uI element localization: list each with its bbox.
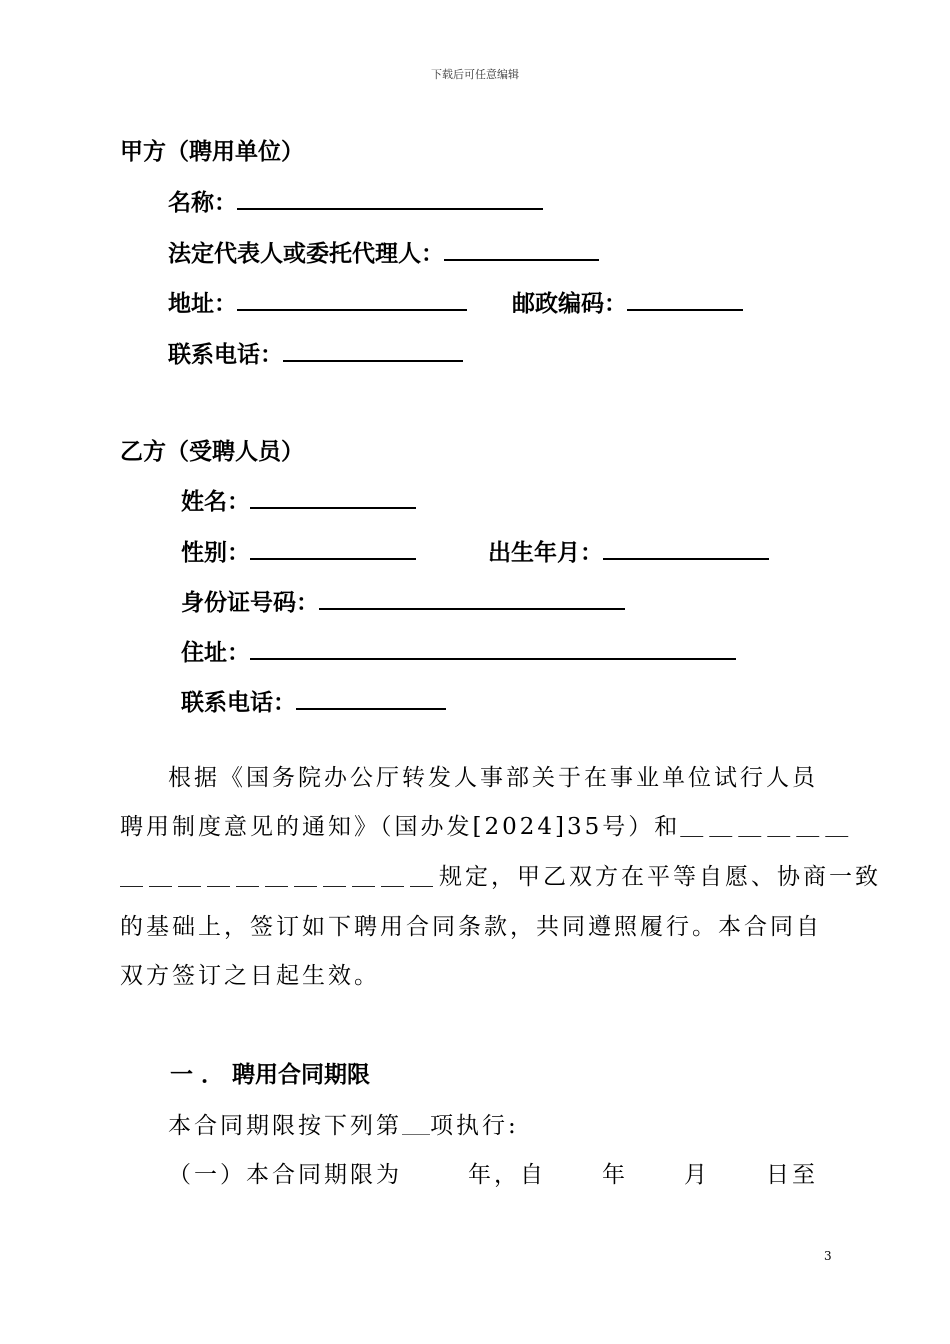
party-b-gender-field[interactable]	[250, 538, 416, 560]
paragraph-line-3	[120, 858, 881, 891]
start-year-text: 年	[602, 1162, 628, 1188]
party-b-id-field[interactable]	[319, 588, 625, 610]
party-b-address-label: 住址：	[181, 640, 250, 666]
party-a-phone-row	[168, 336, 463, 369]
party-b-gender-label: 性别：	[181, 540, 250, 566]
section-1-line-1	[168, 1107, 519, 1140]
party-b-gender-row	[181, 534, 416, 567]
paragraph-line-2	[120, 808, 854, 841]
party-a-postcode-label: 邮政编码：	[512, 291, 627, 317]
party-b-address-row	[181, 634, 736, 667]
party-b-id-row	[181, 584, 625, 617]
party-b-birth-field[interactable]	[603, 538, 769, 560]
party-b-address-field[interactable]	[250, 638, 736, 660]
party-a-address-label: 地址：	[168, 291, 237, 317]
paragraph-line-4: 的基础上，签订如下聘用合同条款，共同遵照履行。本合同自	[120, 914, 822, 940]
start-month-text: 月	[684, 1162, 710, 1188]
page-number: 3	[824, 1249, 832, 1263]
party-b-phone-field[interactable]	[296, 688, 446, 710]
party-a-postcode-row	[512, 285, 743, 318]
party-b-birth-label: 出生年月：	[488, 540, 603, 566]
section-1-line-2	[168, 1156, 818, 1189]
party-a-name-row	[168, 184, 543, 217]
party-b-phone-row	[181, 684, 446, 717]
section-1-line-1-end: 项执行:	[430, 1113, 519, 1139]
party-a-address-field[interactable]	[237, 289, 467, 311]
term-from-text: 年，自	[468, 1162, 546, 1188]
party-b-birth-row	[488, 534, 769, 567]
party-b-heading: 乙方（受聘人员）	[120, 439, 304, 465]
party-b-phone-label: 联系电话：	[181, 690, 296, 716]
party-a-name-label: 名称：	[168, 190, 237, 216]
party-a-phone-label: 联系电话：	[168, 342, 283, 368]
section-1-item-blank[interactable]: ＿＿	[402, 1121, 430, 1137]
party-b-name-field[interactable]	[250, 487, 416, 509]
section-1-line-1-text: 本合同期限按下列第	[168, 1113, 402, 1139]
party-a-rep-label: 法定代表人或委托代理人：	[168, 241, 444, 267]
paragraph-line-2-text: 聘用制度意见的通知》（国办发[2024]35号）和	[120, 814, 681, 840]
party-a-name-field[interactable]	[237, 188, 543, 210]
paragraph-line-3-blank[interactable]: ＿＿＿＿＿＿＿＿＿＿＿	[120, 864, 439, 890]
start-day-text: 日至	[766, 1162, 818, 1188]
paragraph-line-3-text: 规定，甲乙双方在平等自愿、协商一致	[439, 864, 881, 890]
paragraph-line-2-blank[interactable]: ＿＿＿＿＿＿	[680, 814, 855, 840]
term-text: （一）本合同期限为	[168, 1162, 402, 1188]
paragraph-line-5: 双方签订之日起生效。	[120, 963, 380, 989]
party-a-rep-row	[168, 235, 599, 268]
party-b-id-label: 身份证号码：	[181, 590, 319, 616]
party-a-postcode-field[interactable]	[627, 289, 743, 311]
party-a-phone-field[interactable]	[283, 340, 463, 362]
section-1-heading: 一 ． 聘用合同期限	[170, 1062, 371, 1088]
header-note: 下载后可任意编辑	[431, 68, 519, 81]
party-a-rep-field[interactable]	[444, 239, 599, 261]
party-b-name-row	[181, 483, 416, 516]
paragraph-line-1: 根据《国务院办公厅转发人事部关于在事业单位试行人员	[168, 765, 818, 791]
party-a-heading: 甲方（聘用单位）	[120, 139, 304, 165]
party-a-address-row	[168, 285, 467, 318]
party-b-name-label: 姓名：	[181, 489, 250, 515]
